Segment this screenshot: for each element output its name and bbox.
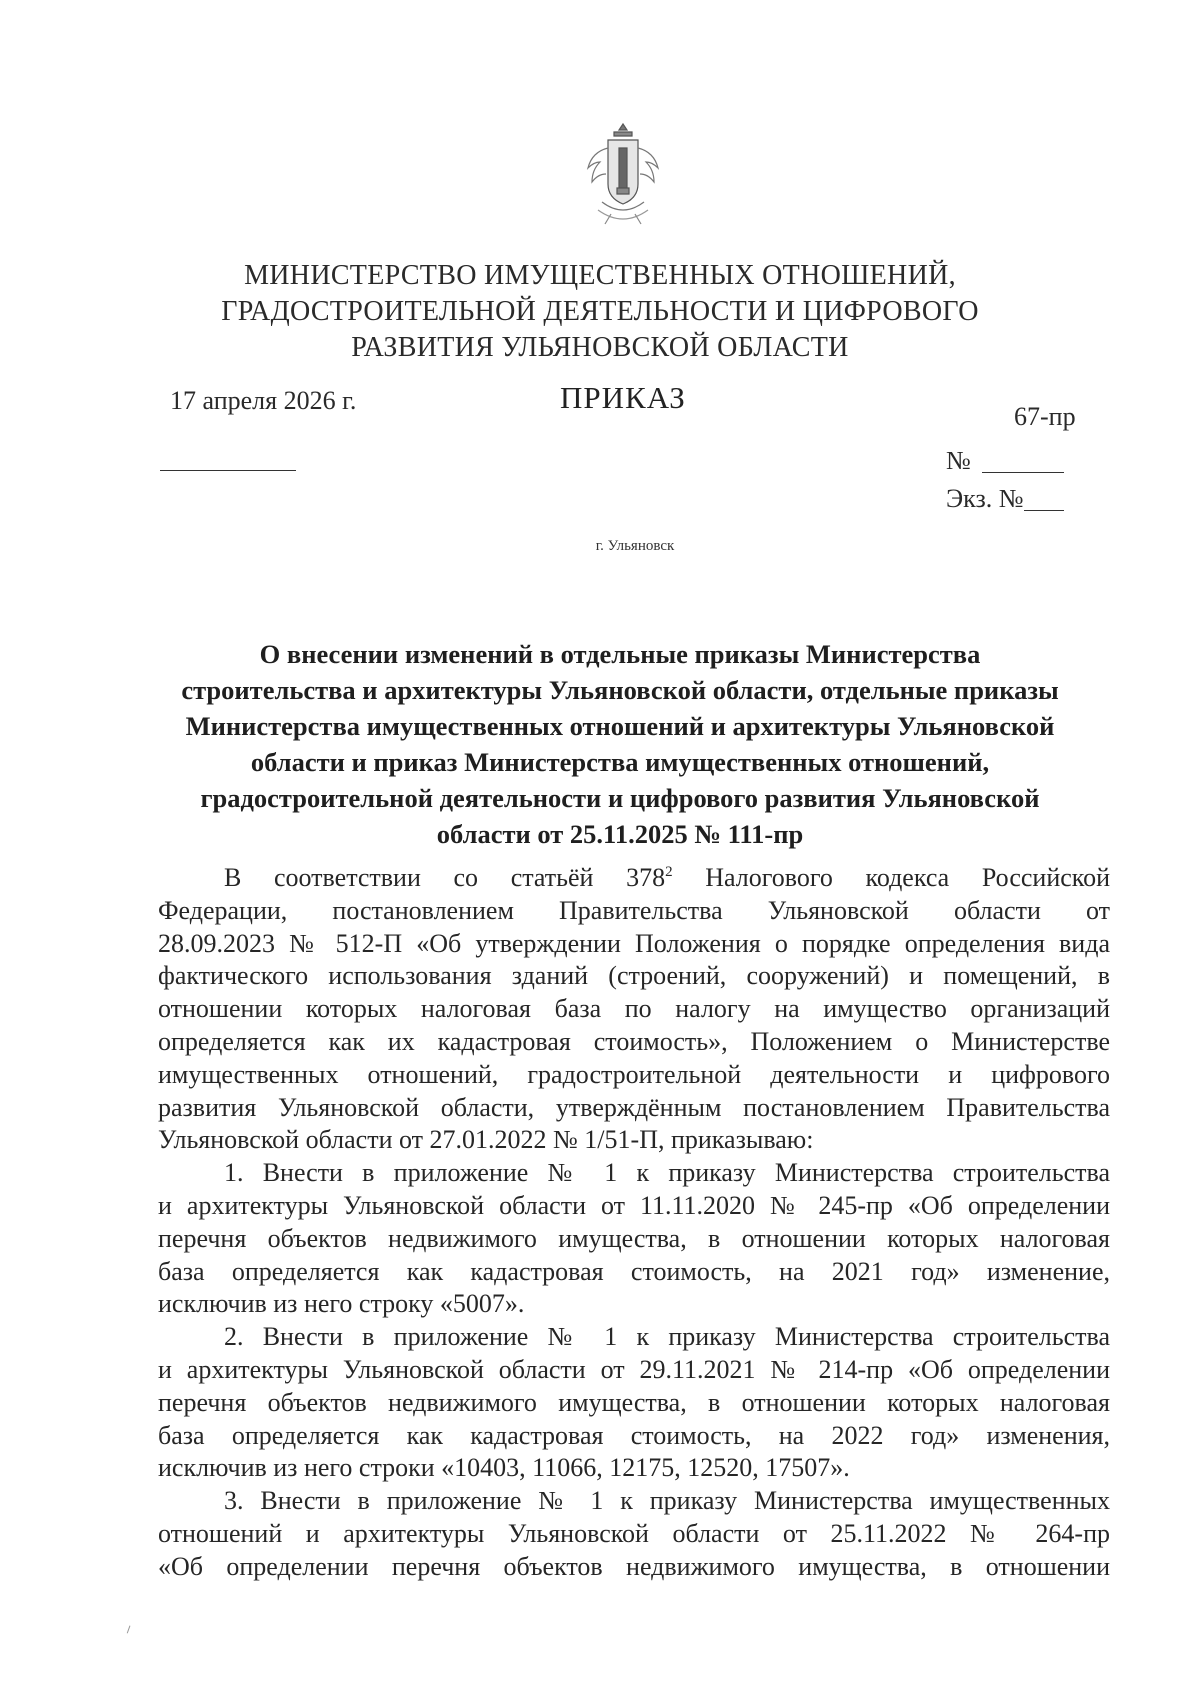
- title-line-1: О внесении изменений в отдельные приказы Министерства: [259, 639, 981, 669]
- item-1-line: база определяется как кадастровая стоимость, на 2021 год» изменение,: [158, 1256, 1110, 1286]
- item-2-line: база определяется как кадастровая стоимость, на 2022 год» изменения,: [158, 1420, 1110, 1450]
- ministry-line-1: МИНИСТЕРСТВО ИМУЩЕСТВЕННЫХ ОТНОШЕНИЙ,: [244, 260, 956, 291]
- city-name: г. Ульяновск: [595, 538, 675, 554]
- title-line-4: области и приказ Министерства имущественных отношений,: [250, 747, 990, 777]
- copy-number-label: Экз. №: [946, 484, 1024, 513]
- preamble-line: имущественных отношений, градостроительной деятельности и цифрового: [158, 1059, 1110, 1089]
- order-date: 17 апреля 2026 г.: [170, 386, 357, 415]
- item-1-line: 1. Внести в приложение № 1 к приказу Министерства строительства: [224, 1158, 1110, 1188]
- order-body: [158, 862, 1110, 1584]
- item-1-line: и архитектуры Ульяновской области от 11.11.2020 № 245-пр «Об определении: [158, 1190, 1110, 1220]
- item-1-line: исключив из него строку «5007».: [158, 1289, 525, 1319]
- number-label: №: [946, 446, 971, 475]
- item-3-line: отношений и архитектуры Ульяновской области от 25.11.2022 № 264-пр: [158, 1518, 1110, 1548]
- ministry-name: [150, 258, 1050, 366]
- scan-artifact-mark: [127, 1626, 133, 1635]
- preamble-line: развития Ульяновской области, утверждённым постановлением Правительства: [158, 1092, 1110, 1122]
- preamble-line: отношении которых налоговая база по налогу на имущество организаций: [158, 994, 1110, 1024]
- order-number: 67-пр: [1014, 402, 1076, 431]
- item-3-line: 3. Внести в приложение № 1 к приказу Министерства имущественных: [224, 1486, 1110, 1516]
- article-superscript: 2: [665, 864, 673, 880]
- preamble-line: определяется как их кадастровая стоимость», Положением о Министерстве: [158, 1026, 1110, 1056]
- copy-number-underline: [1024, 510, 1064, 511]
- title-line-5: градостроительной деятельности и цифрового развития Ульяновской: [200, 783, 1040, 813]
- item-2-line: 2. Внести в приложение № 1 к приказу Министерства строительства: [224, 1322, 1110, 1352]
- item-1-line: перечня объектов недвижимого имущества, в отношении которых налоговая: [158, 1223, 1110, 1253]
- order-title: [150, 636, 1090, 852]
- item-2-line: и архитектуры Ульяновской области от 29.11.2021 № 214-пр «Об определении: [158, 1354, 1110, 1384]
- title-line-3: Министерства имущественных отношений и архитектуры Ульяновской: [185, 711, 1055, 741]
- number-underline: [982, 472, 1064, 473]
- item-3-line: «Об определении перечня объектов недвижимого имущества, в отношении: [158, 1551, 1110, 1581]
- document-type-heading: ПРИКАЗ: [560, 380, 686, 415]
- preamble-line: Ульяновской области от 27.01.2022 № 1/51-П, приказываю:: [158, 1125, 814, 1155]
- preamble-line: фактического использования зданий (строений, сооружений) и помещений, в: [158, 961, 1110, 991]
- title-line-2: строительства и архитектуры Ульяновской области, отдельные приказы: [181, 675, 1059, 705]
- preamble-line: 28.09.2023 № 512-П «Об утверждении Положения о порядке определения вида: [158, 928, 1110, 958]
- item-2-line: перечня объектов недвижимого имущества, в отношении которых налоговая: [158, 1387, 1110, 1417]
- title-line-6: области от 25.11.2025 № 111-пр: [436, 819, 804, 849]
- preamble-line: Федерации, постановлением Правительства Ульяновской области от: [158, 895, 1110, 925]
- item-2-line: исключив из него строки «10403, 11066, 12175, 12520, 17507».: [158, 1453, 850, 1483]
- preamble-line-1: В соответствии со статьёй $378^2$ Налогового кодекса Российской: [224, 863, 1110, 892]
- date-underline: [160, 470, 296, 471]
- coat-of-arms-emblem: [578, 118, 668, 228]
- ministry-line-3: РАЗВИТИЯ УЛЬЯНОВСКОЙ ОБЛАСТИ: [351, 332, 849, 363]
- ministry-line-2: ГРАДОСТРОИТЕЛЬНОЙ ДЕЯТЕЛЬНОСТИ И ЦИФРОВОГО: [221, 296, 979, 327]
